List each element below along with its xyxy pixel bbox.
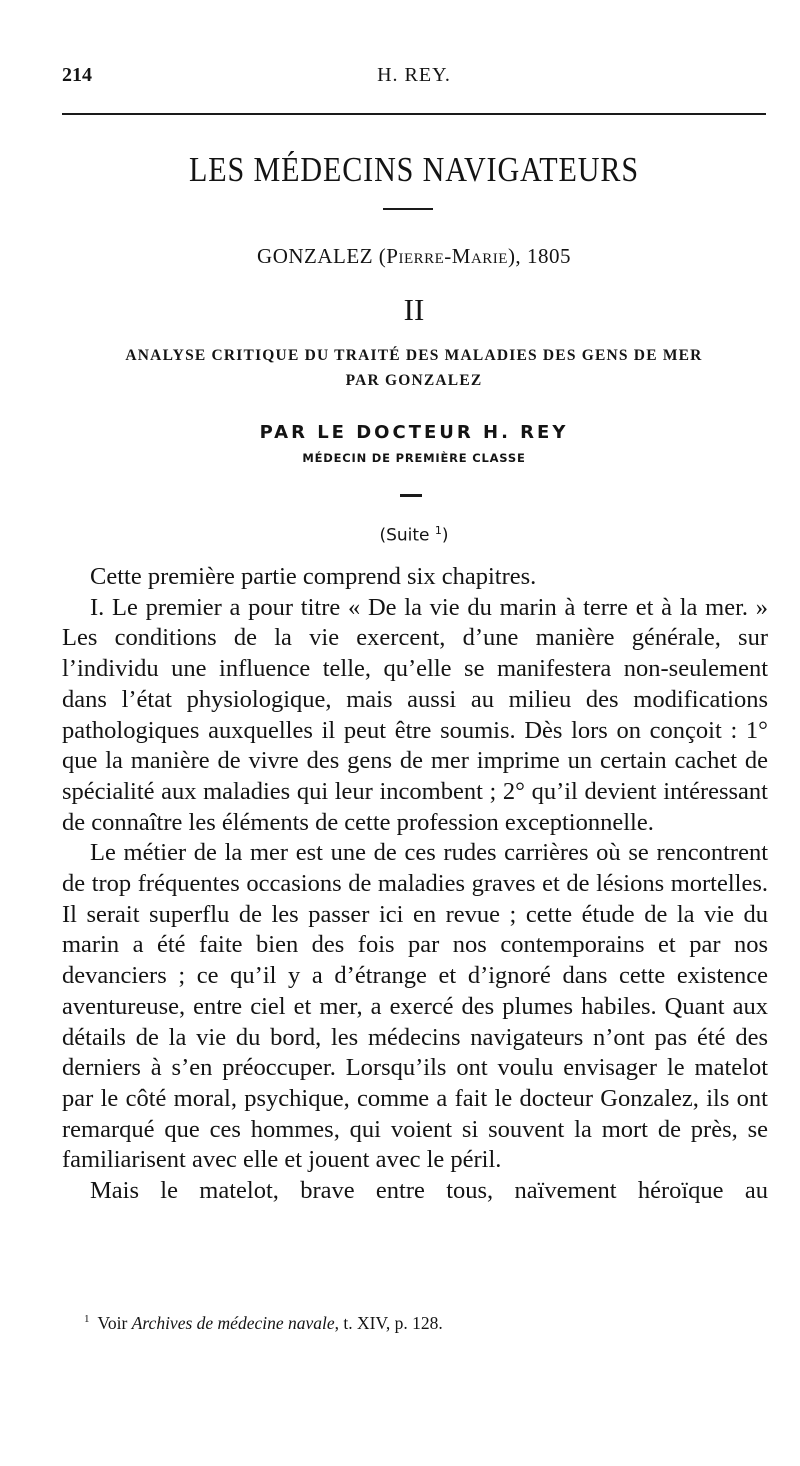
- running-head: [62, 64, 766, 92]
- title-divider: [383, 208, 433, 210]
- paragraph: I. Le premier a pour titre « De la vie du marin à terre et à la mer. » Les conditions de la vie exercent, d’une manière générale, sur l’individu une influence telle, qu’elle se manifestera non-seulement dans l’état physiologique, mais aussi au milieu des modifications pathologiques auxquelles il peut être soumis. Dès lors on conçoit : 1° que la manière de vivre des gens de mer imprime un certain cachet de spécialité aux maladies qui leur incombent ; 2° qu’il devient intéressant de connaître les éléments de cette profession exceptionnelle.: [62, 593, 768, 836]
- analysis-line-1: ANALYSE CRITIQUE DU TRAITÉ DES MALADIES DES GENS DE MER: [125, 347, 703, 364]
- paragraph: Le métier de la mer est une de ces rudes carrières où se rencontrent de trop fréquentes occasions de maladies graves et de lésions mortelles. Il serait superflu de les passer ici en revue ; cette étude de la vie du marin a été faite bien des fois par nos contemporains et par nos devanciers ; ce qu’il y a d’étrange et d’ignoré dans cette existence aventureuse, entre ciel et mer, a exercé des plumes habiles. Quant aux détails de la vie du bord, les médecins navigateurs n’ont pas été des derniers à s’en préoccuper. Lorsqu’ils ont voulu envisager le matelot par le côté moral, psychique, comme a fait le docteur Gonzalez, ils ont remarqué que ces hommes, qui voient si souvent la mort de près, se familiarisent avec elle et jouent avec le péril.: [62, 839, 768, 1174]
- paragraph: Cette première partie comprend six chapitres.: [90, 563, 537, 590]
- footnote-journal-title: Archives de médecine navale: [131, 1313, 335, 1333]
- footnote-text-before: Voir: [97, 1313, 132, 1333]
- subject-given-names: Pierre-Marie: [386, 244, 508, 268]
- footnote-text-after: , t. XIV, p. 128.: [334, 1313, 443, 1333]
- footnote: [84, 1313, 764, 1334]
- suite-footnote-marker: 1: [434, 524, 442, 537]
- article-author: PAR LE DOCTEUR H. REY: [259, 422, 569, 443]
- subject-year: 1805: [526, 244, 571, 268]
- subject-name: GONZALEZ (: [257, 244, 387, 268]
- article-subject: [62, 244, 766, 269]
- continuation-note: [62, 524, 766, 546]
- page-number: 214: [62, 64, 92, 86]
- section-number: II: [403, 292, 425, 327]
- subject-close: ),: [507, 244, 527, 268]
- header-rule: [62, 113, 766, 115]
- analysis-heading: [62, 343, 766, 393]
- suite-close: ): [441, 525, 449, 546]
- author-role: MÉDECIN DE PREMIÈRE CLASSE: [302, 451, 526, 465]
- paragraph: Mais le matelot, brave entre tous, naïvement héroïque au: [90, 1177, 768, 1205]
- article-title: LES MÉDECINS NAVIGATEURS: [189, 150, 639, 189]
- author-divider: [400, 494, 422, 497]
- suite-label: (Suite: [379, 525, 435, 546]
- footnote-marker: 1: [84, 1313, 90, 1326]
- analysis-line-2: PAR GONZALEZ: [345, 372, 483, 389]
- body-text: [62, 562, 768, 1207]
- running-title: H. REY.: [377, 64, 451, 86]
